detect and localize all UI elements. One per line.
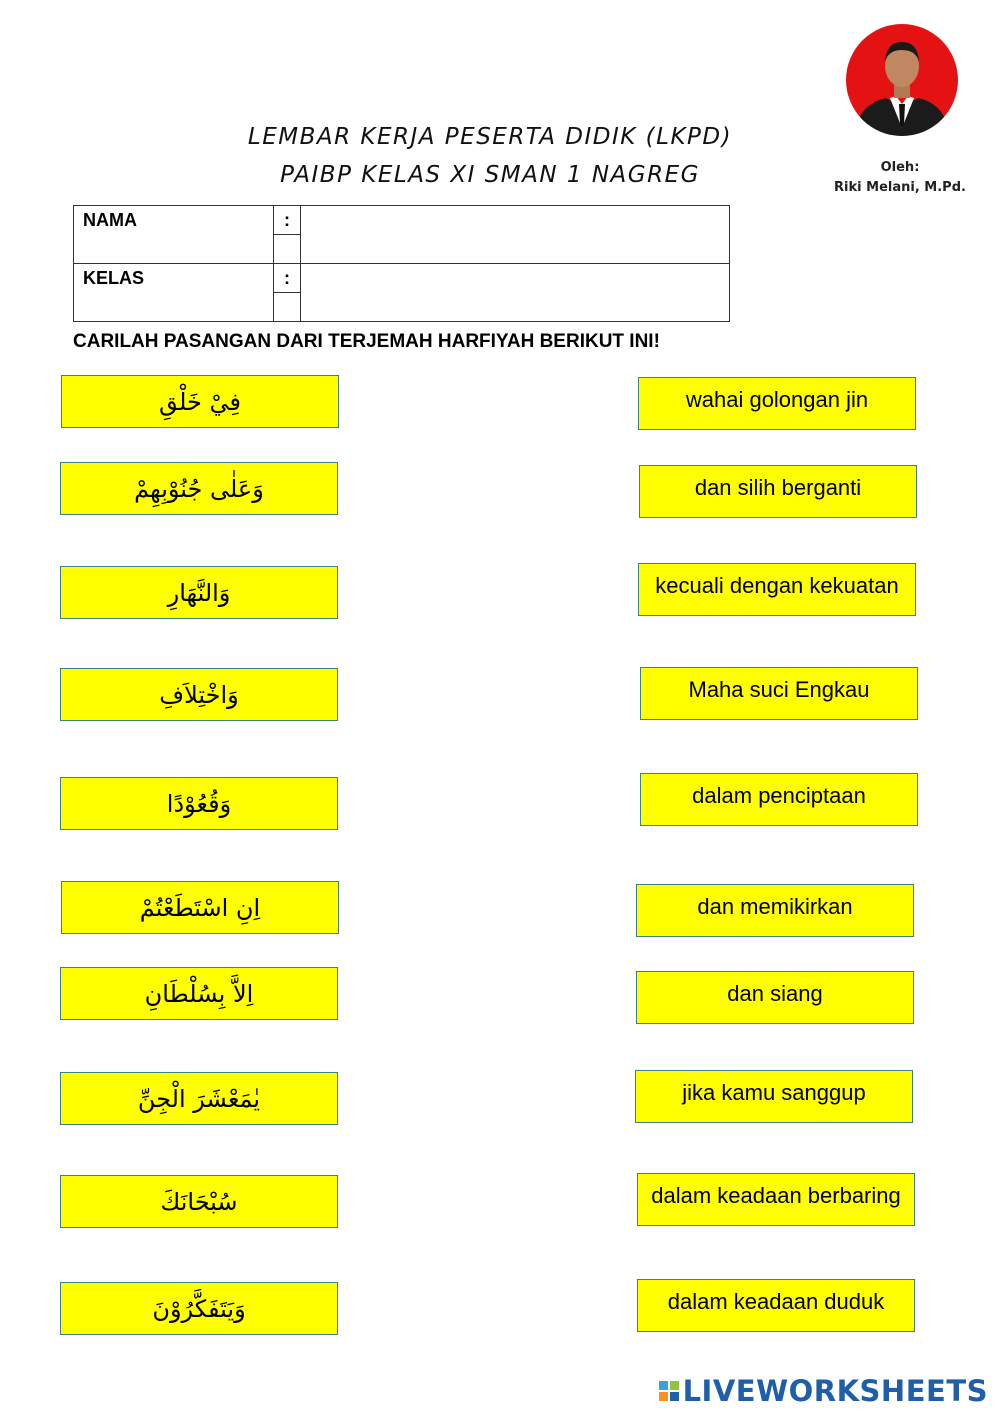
arabic-item-4[interactable]: وَاخْتِلاَفِ [60, 668, 338, 721]
author-photo [846, 24, 958, 136]
author-name: Riki Melani, M.Pd. [834, 180, 966, 193]
liveworksheets-logo-icon [659, 1381, 679, 1401]
liveworksheets-brand [659, 1374, 988, 1408]
translation-item-4[interactable]: Maha suci Engkau [640, 667, 918, 720]
arabic-item-7[interactable]: اِلاَّ بِسُلْطَانِ [60, 967, 338, 1020]
class-input-field[interactable] [301, 264, 730, 322]
arabic-item-6[interactable]: اِنِ اسْتَطَعْتُمْ [61, 881, 339, 934]
author-prefix: Oleh: [880, 160, 920, 175]
worksheet-title: LEMBAR KERJA PESERTA DIDIK (LKPD) [247, 124, 733, 150]
arabic-item-5[interactable]: وَقُعُوْدًا [60, 777, 338, 830]
identity-table [73, 205, 730, 322]
class-colon: : [274, 264, 301, 293]
translation-item-8[interactable]: jika kamu sanggup [635, 1070, 913, 1123]
translation-item-10[interactable]: dalam keadaan duduk [637, 1279, 915, 1332]
translation-item-5[interactable]: dalam penciptaan [640, 773, 918, 826]
name-label: NAMA [74, 206, 274, 264]
name-input-field[interactable] [301, 206, 730, 264]
translation-item-1[interactable]: wahai golongan jin [638, 377, 916, 430]
arabic-item-1[interactable]: فِيْ خَلْقِ [61, 375, 339, 428]
instruction-text: CARILAH PASANGAN DARI TERJEMAH HARFIYAH BERIKUT INI! [73, 331, 660, 352]
arabic-item-9[interactable]: سُبْحَانَكَ [60, 1175, 338, 1228]
arabic-item-2[interactable]: وَعَلٰى جُنُوْبِهِمْ [60, 462, 338, 515]
worksheet-subtitle: PAIBP KELAS XI SMAN 1 NAGREG [280, 162, 700, 188]
brand-name: LIVEWORKSHEETS [682, 1374, 988, 1408]
name-colon-spacer [274, 235, 301, 264]
translation-item-7[interactable]: dan siang [636, 971, 914, 1024]
arabic-item-3[interactable]: وَالنَّهَارِ [60, 566, 338, 619]
arabic-item-10[interactable]: وَيَتَفَكَّرُوْنَ [60, 1282, 338, 1335]
name-colon: : [274, 206, 301, 235]
translation-item-6[interactable]: dan memikirkan [636, 884, 914, 937]
class-colon-spacer [274, 293, 301, 322]
translation-item-3[interactable]: kecuali dengan kekuatan [638, 563, 916, 616]
arabic-item-8[interactable]: يٰمَعْشَرَ الْجِنِّ [60, 1072, 338, 1125]
translation-item-9[interactable]: dalam keadaan berbaring [637, 1173, 915, 1226]
translation-item-2[interactable]: dan silih berganti [639, 465, 917, 518]
class-label: KELAS [74, 264, 274, 322]
